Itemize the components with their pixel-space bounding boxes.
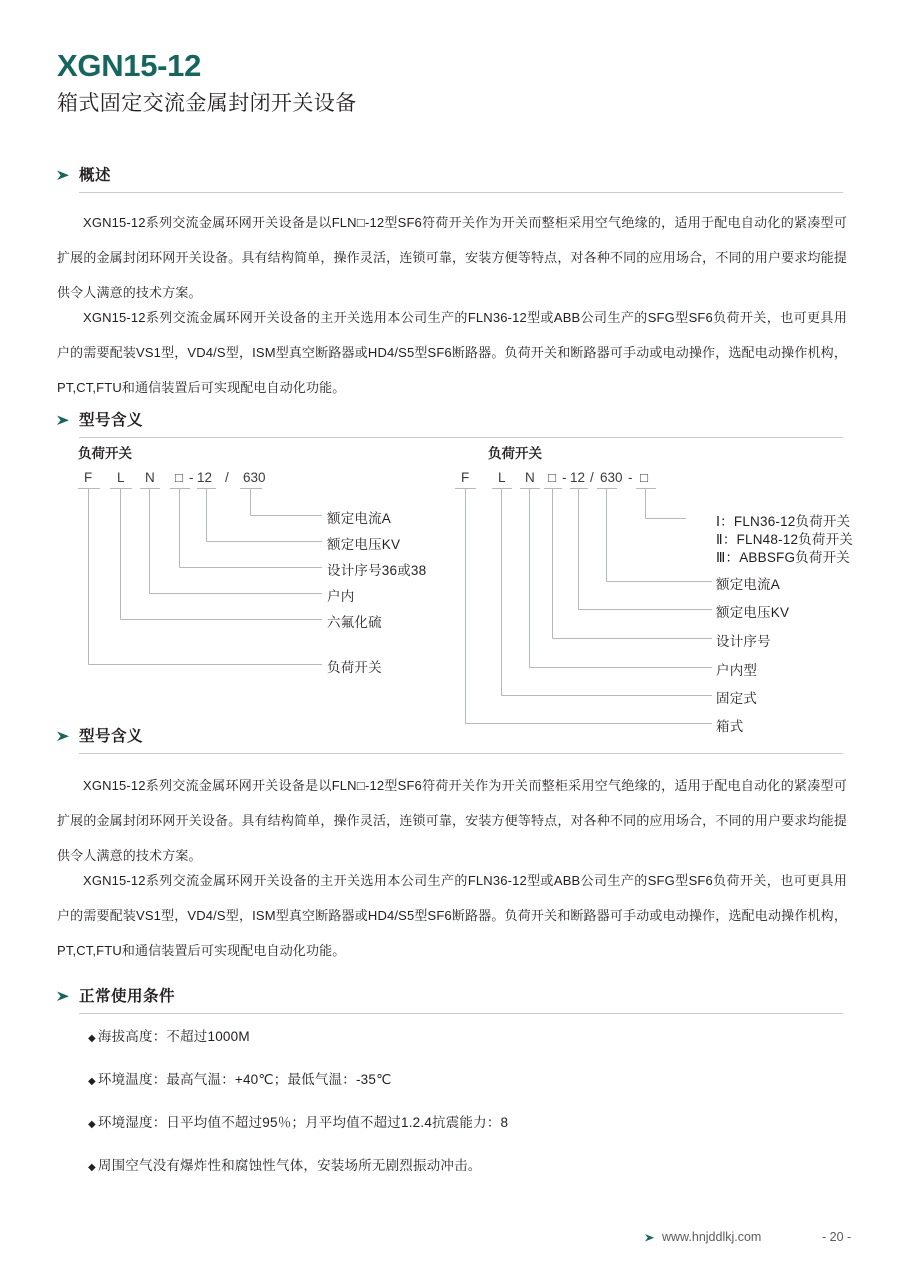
diagram-left-label-2: 额定电压KV [327, 537, 401, 552]
diamond-bullet-icon: ◆ [88, 1076, 96, 1087]
diagram-right-code-box: □ [548, 470, 557, 485]
section-title-conditions: 正常使用条件 [79, 988, 176, 1005]
section-heading-model-meaning-2 [57, 724, 843, 754]
diamond-bullet-icon: ◆ [88, 1033, 96, 1044]
page-title: XGN15-12 [57, 48, 202, 83]
diagram-left-code-f: F [84, 470, 93, 485]
diagram-right-code-dash2: - [628, 470, 633, 485]
model-meaning-2-paragraph-1 [57, 768, 847, 873]
diagram-right-variant-3: Ⅲ：ABBSFG负荷开关 [716, 550, 850, 565]
diagram-right-variant-2: Ⅱ：FLN48-12负荷开关 [716, 532, 853, 547]
diagram-right-label-3: 设计序号 [716, 634, 771, 649]
diagram-right-label-4: 户内型 [716, 663, 758, 678]
diagram-right-connectors [440, 0, 900, 740]
list-item [88, 1114, 788, 1134]
diamond-bullet-icon: ◆ [88, 1162, 96, 1173]
diagram-right-code-dash: - [562, 470, 567, 485]
model-meaning-2-paragraph-1-text: XGN15-12系列交流金属环网开关设备是以FLN□-12型SF6符荷开关作为开关而整柜采用空气绝缘的，适用于配电自动化的紧凑型可扩展的金属封闭环网开关设备。具有结构简单，操作灵活，连锁可靠，安装方便等特点，对各种不同的应用场合，不同的用户要求均能提供令人满意的技术方案。 [57, 778, 847, 863]
diagram-left-caption: 负荷开关 [78, 446, 132, 461]
condition-text: 周围空气没有爆炸性和腐蚀性气体，安装场所无剧烈振动冲击。 [97, 1158, 482, 1173]
diagram-right-code-l: L [498, 470, 506, 485]
model-meaning-2-paragraph-2-text: XGN15-12系列交流金属环网开关设备的主开关选用本公司生产的FLN36-12型或ABB公司生产的SFG型SF6负荷开关，也可更具用户的需要配装VS1型，VD4/S型，ISM型真空断路器或HD4/S5型SF6断路器。负荷开关和断路器可手动或电动操作，选配电动操作机构，PT,CT,FTU和通信装置后可实现配电自动化功能。 [57, 873, 847, 958]
section-title-model-meaning-1: 型号含义 [79, 412, 144, 429]
triangle-bullet-icon [645, 1232, 655, 1242]
diagram-right-label-6: 箱式 [716, 719, 744, 734]
diagram-left-label-6: 负荷开关 [327, 660, 382, 675]
diagram-left-label-1: 额定电流A [327, 511, 392, 526]
overview-paragraph-2-text: XGN15-12系列交流金属环网开关设备的主开关选用本公司生产的FLN36-12型或ABB公司生产的SFG型SF6负荷开关，也可更具用户的需要配装VS1型，VD4/S型，ISM型真空断路器或HD4/S5型SF6断路器。负荷开关和断路器可手动或电动操作，选配电动操作机构，PT,CT,FTU和通信装置后可实现配电自动化功能。 [57, 310, 847, 395]
diagram-right-code-box2: □ [640, 470, 649, 485]
list-item [88, 1157, 788, 1177]
page-subtitle: 箱式固定交流金属封闭开关设备 [57, 91, 357, 115]
diagram-left-label-4: 户内 [327, 589, 355, 604]
diagram-left-label-3: 设计序号36或38 [327, 563, 427, 578]
diagram-left-code-dash: - [189, 470, 194, 485]
diagram-right-code-12: 12 [570, 470, 586, 485]
diamond-bullet-icon: ◆ [88, 1119, 96, 1130]
overview-paragraph-1-text: XGN15-12系列交流金属环网开关设备是以FLN□-12型SF6符荷开关作为开关而整柜采用空气绝缘的，适用于配电自动化的紧凑型可扩展的金属封闭环网开关设备。具有结构简单，操作灵活，连锁可靠，安装方便等特点，对各种不同的应用场合，不同的用户要求均能提供令人满意的技术方案。 [57, 215, 847, 300]
page-footer [0, 1230, 900, 1250]
section-title-overview: 概述 [79, 167, 112, 184]
diagram-right-code-630: 630 [600, 470, 623, 485]
page-number: - 20 - [822, 1230, 852, 1244]
section-heading-conditions [57, 984, 843, 1014]
diagram-right-label-1: 额定电流A [716, 577, 781, 592]
section-title-model-meaning-2: 型号含义 [79, 728, 144, 745]
triangle-bullet-icon [57, 990, 70, 1003]
footer-website-text: www.hnjddlkj.com [662, 1230, 762, 1244]
diagram-right-code-slash: / [590, 470, 594, 485]
diagram-left-code-630: 630 [243, 470, 266, 485]
diagram-right-variant-1: Ⅰ：FLN36-12负荷开关 [716, 514, 851, 529]
triangle-bullet-icon [57, 730, 70, 743]
diagram-left-code-12: 12 [197, 470, 213, 485]
model-diagram-left [0, 0, 440, 700]
model-diagram-right [440, 0, 900, 740]
diagram-left-code-slash: / [225, 470, 229, 485]
section-divider [79, 1013, 843, 1014]
diagram-right-code-f: F [461, 470, 470, 485]
condition-text: 海拔高度：不超过1000M [97, 1029, 250, 1044]
diagram-right-label-5: 固定式 [716, 691, 758, 706]
diagram-right-label-2: 额定电压KV [716, 605, 790, 620]
footer-website[interactable] [645, 1230, 761, 1244]
diagram-left-code-box: □ [175, 470, 184, 485]
diagram-left-connectors [0, 0, 440, 700]
diagram-left-code-l: L [117, 470, 125, 485]
list-item [88, 1071, 788, 1091]
condition-text: 环境温度：最高气温：+40℃；最低气温：-35℃ [97, 1072, 392, 1087]
section-divider [79, 753, 843, 754]
list-item [88, 1028, 788, 1048]
diagram-left-label-5: 六氟化硫 [327, 615, 382, 630]
condition-text: 环境湿度：日平均值不超过95％；月平均值不超过1.2.4抗震能力：8 [97, 1115, 509, 1130]
diagram-left-code-n: N [145, 470, 155, 485]
diagram-right-code-n: N [525, 470, 535, 485]
conditions-list [88, 1028, 788, 1200]
diagram-right-caption: 负荷开关 [488, 446, 542, 461]
model-meaning-2-paragraph-2 [57, 863, 847, 968]
